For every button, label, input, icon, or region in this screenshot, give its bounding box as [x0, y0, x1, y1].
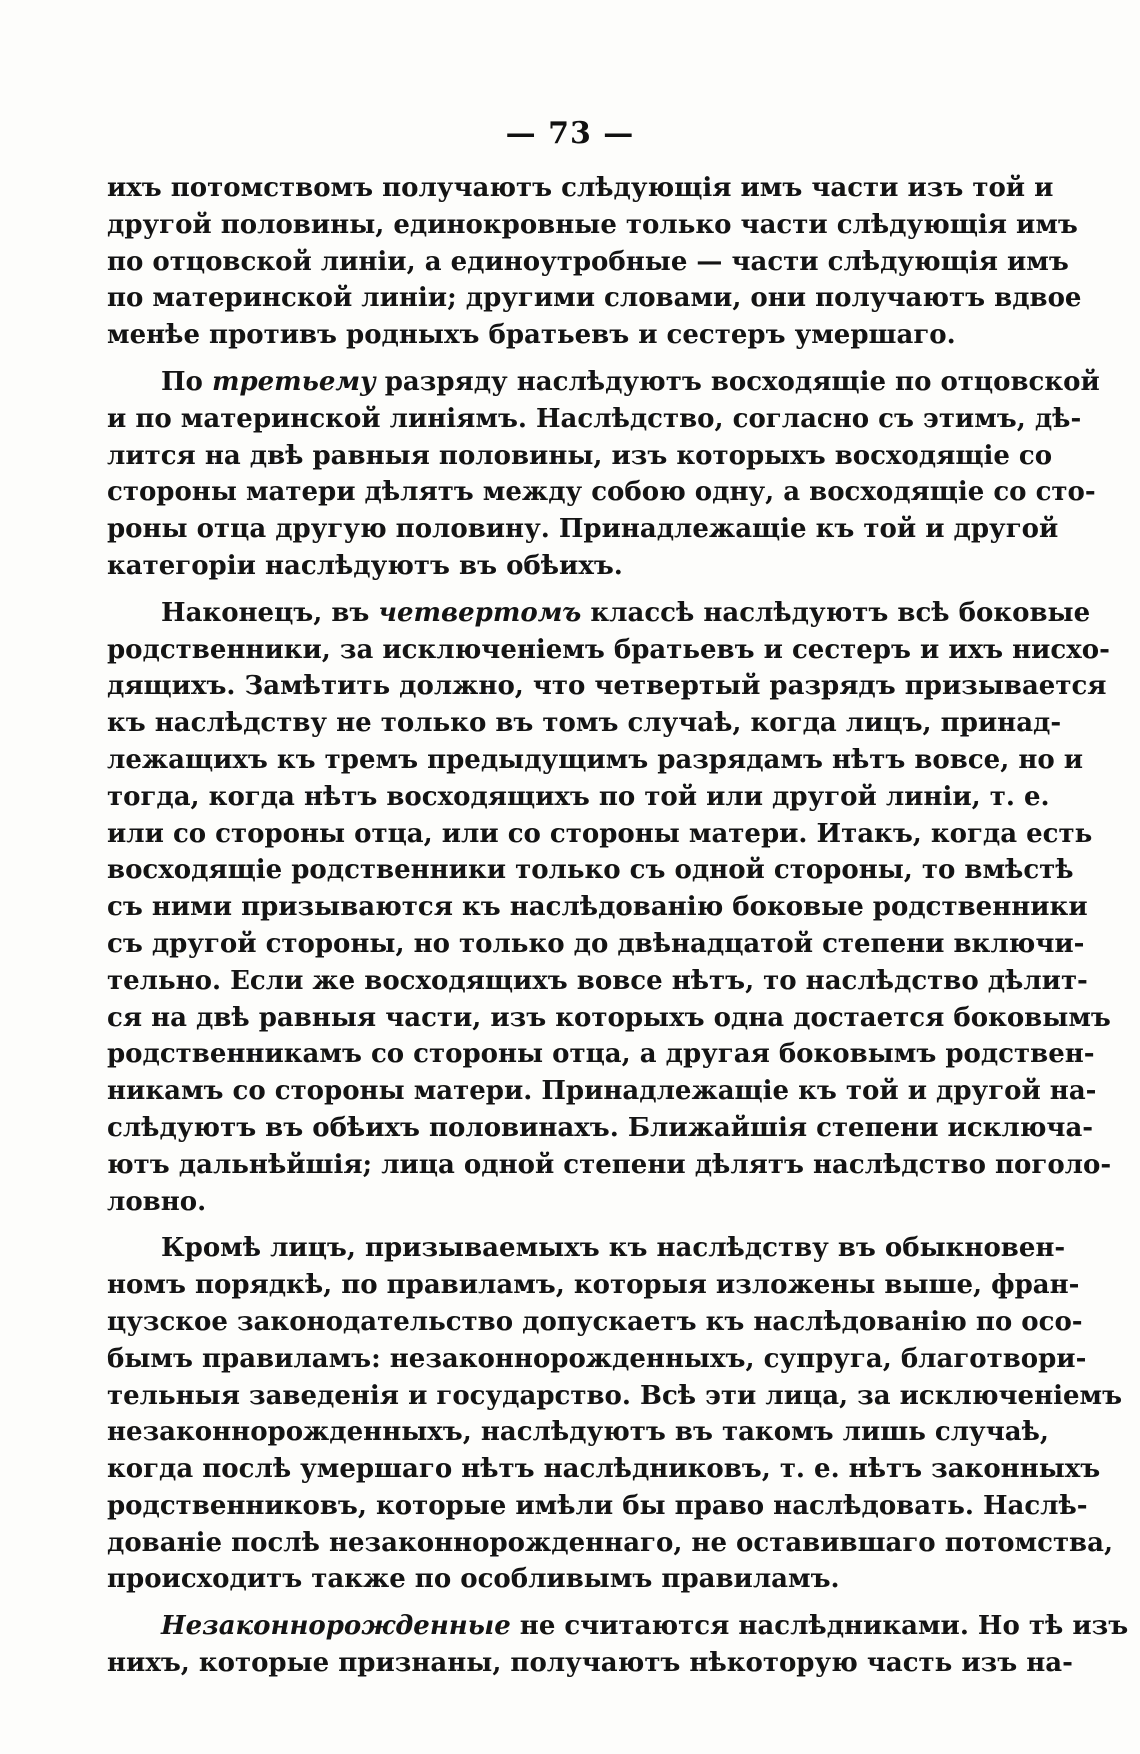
text-line: когда послѣ умершаго нѣтъ наслѣдниковъ, т. е. нѣтъ законныхъ	[107, 1454, 1101, 1485]
text-line: съ другой стороны, но только до двѣнадцатой степени включи-	[107, 928, 1085, 959]
emphasis-run: Незаконнорожденные	[161, 1611, 511, 1642]
emphasis-run: четвертомъ	[378, 597, 582, 628]
text-line: цузское законодательство допускаетъ къ наслѣдованію по осо-	[107, 1306, 1083, 1337]
text-line: къ наслѣдству не только въ томъ случаѣ, когда лицъ, принад-	[107, 708, 1062, 739]
page-number: — 73 —	[505, 116, 635, 151]
text-line: лежащихъ къ тремъ предыдущимъ разрядамъ нѣтъ вовсе, но и	[107, 744, 1084, 775]
text-line: съ ними призываются къ наслѣдованію боковые родственники	[107, 892, 1088, 923]
text-line: родственникамъ со стороны отца, а другая боковымъ родствен-	[107, 1039, 1095, 1070]
text-run: Наконецъ, въ	[161, 597, 379, 628]
text-line: нихъ, которые признаны, получаютъ нѣкоторую часть изъ на-	[107, 1648, 1073, 1679]
paragraph	[107, 170, 1082, 354]
text-line: дованіе послѣ незаконнорожденнаго, не оставившаго потомства,	[107, 1527, 1114, 1558]
text-line: номъ порядкѣ, по правиламъ, которыя изложены выше, фран-	[107, 1270, 1080, 1301]
text-line: лится на двѣ равныя половины, изъ которыхъ восходящіе со	[107, 440, 1053, 471]
text-line: по отцовской линіи, а единоутробные — части слѣдующія имъ	[107, 246, 1069, 277]
text-line: роны отца другую половину. Принадлежащіе къ той и другой	[107, 514, 1059, 545]
text-line: тельныя заведенія и государство. Всѣ эти лица, за исключеніемъ	[107, 1380, 1123, 1411]
text-run: не считаются наслѣдниками. Но тѣ изъ	[510, 1611, 1129, 1642]
text-line: ютъ дальнѣйшія; лица одной степени дѣлятъ наслѣдство поголо-	[107, 1149, 1112, 1180]
text-line: тельно. Если же восходящихъ вовсе нѣтъ, то наслѣдство дѣлит-	[107, 965, 1088, 996]
text-run: классѣ наслѣдуютъ всѣ боковые	[581, 597, 1091, 628]
text-line: и по материнской линіямъ. Наслѣдство, согласно съ этимъ, дѣ-	[107, 403, 1082, 434]
text-line	[107, 1608, 1129, 1645]
text-line: или со стороны отца, или со стороны матери. Итакъ, когда есть	[107, 818, 1093, 849]
text-line	[107, 595, 1091, 632]
text-line: ихъ потомствомъ получаютъ слѣдующія имъ части изъ той и	[107, 173, 1054, 203]
text-line: ся на двѣ равныя части, изъ которыхъ одна достается боковымъ	[107, 1002, 1111, 1033]
text-line: восходящіе родственники только съ одной стороны, то вмѣстѣ	[107, 855, 1074, 886]
paragraph	[107, 1230, 1123, 1598]
body-text	[107, 170, 1129, 1682]
text-line: незаконнорожденныхъ, наслѣдуютъ въ такомъ лишь случаѣ,	[107, 1417, 1049, 1448]
text-line	[107, 364, 1100, 401]
text-line: дящихъ. Замѣтить должно, что четвертый разрядъ призывается	[107, 671, 1107, 702]
text-line: родственниковъ, которые имѣли бы право наслѣдовать. Наслѣ-	[107, 1490, 1088, 1521]
text-line: бымъ правиламъ: незаконнорожденныхъ, супруга, благотвори-	[107, 1343, 1087, 1374]
text-line: происходитъ также по особливымъ правиламъ.	[107, 1564, 840, 1595]
text-line: по материнской линіи; другими словами, они получаютъ вдвое	[107, 283, 1082, 314]
paragraph	[107, 1608, 1129, 1682]
text-line: никамъ со стороны матери. Принадлежащіе къ той и другой на-	[107, 1076, 1097, 1107]
text-line: родственники, за исключеніемъ братьевъ и сестеръ и ихъ нисхо-	[107, 634, 1110, 665]
text-line: категоріи наслѣдуютъ въ обѣихъ.	[107, 550, 623, 581]
text-line: Кромѣ лицъ, призываемыхъ къ наслѣдству въ обыкновен-	[161, 1233, 1066, 1264]
text-line: другой половины, единокровные только части слѣдующія имъ	[107, 209, 1078, 240]
text-line: слѣдуютъ въ обѣихъ половинахъ. Ближайшія степени исключа-	[107, 1112, 1094, 1143]
text-line: стороны матери дѣлятъ между собою одну, а восходящіе со сто-	[107, 477, 1096, 508]
paragraph	[107, 364, 1100, 585]
text-run: По	[161, 366, 212, 397]
text-line: ловно.	[107, 1186, 207, 1217]
text-line: менѣе противъ родныхъ братьевъ и сестеръ умершаго.	[107, 320, 956, 351]
emphasis-run: третьему	[211, 366, 376, 397]
text-run: разряду наслѣдуютъ восходящіе по отцовской	[375, 366, 1100, 397]
paragraph	[107, 595, 1112, 1221]
text-line: тогда, когда нѣтъ восходящихъ по той или другой линіи, т. е.	[107, 781, 1050, 812]
